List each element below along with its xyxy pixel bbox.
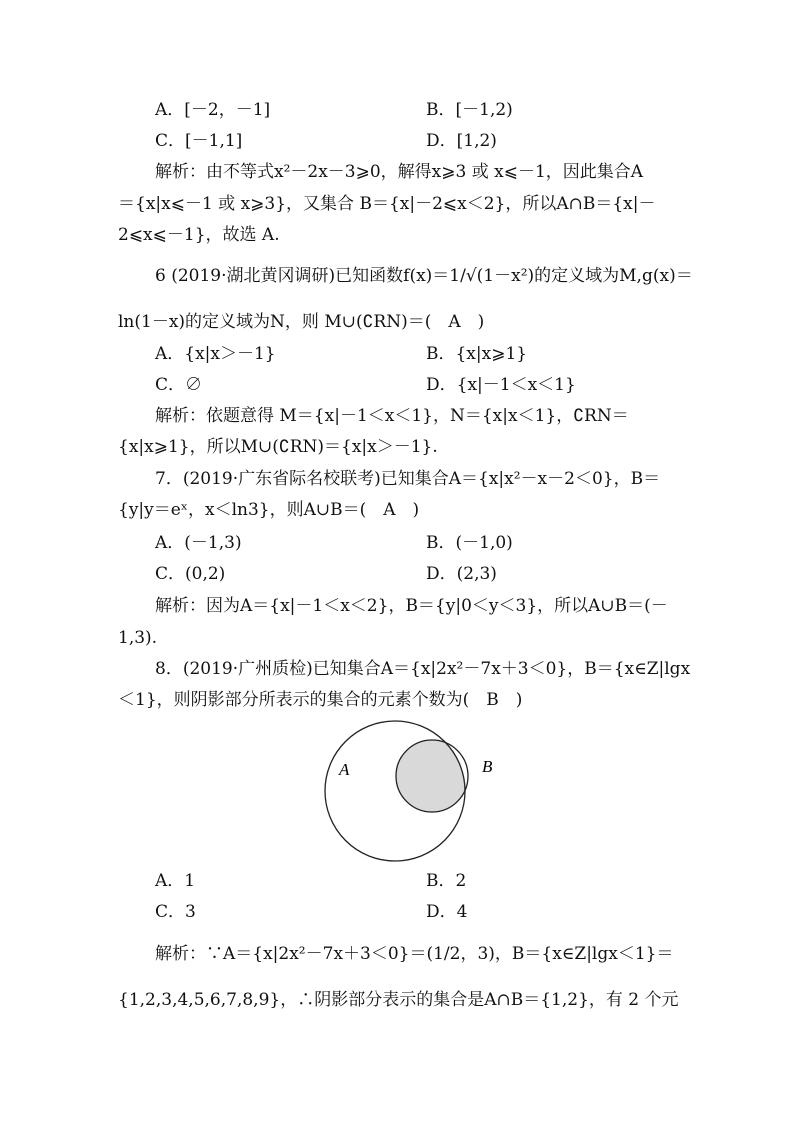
q7-option-a: A．(－1,3): [155, 533, 242, 553]
q6-option-a: A．{x|x＞－1}: [155, 344, 276, 364]
q6-stem-line-2: ln(1－x)的定义域为N，则 M∪(∁RN)＝( A ): [118, 312, 485, 332]
q5-option-d: D．[1,2): [426, 131, 497, 151]
q6-stem-line-1: 6 (2019·湖北黄冈调研)已知函数f(x)＝1/√(1－x²)的定义域为M,g(x)＝: [155, 266, 693, 286]
q6-solution-line-2: {x|x⩾1}，所以M∪(∁RN)＝{x|x＞－1}.: [118, 437, 438, 457]
q5-solution-line-2: ＝{x|x⩽－1 或 x⩾3}，又集合 B＝{x|－2⩽x＜2}，所以A∩B＝{x|－: [118, 194, 656, 214]
q7-option-d: D．(2,3): [426, 564, 497, 584]
set-a-label: A: [339, 760, 350, 779]
q5-option-b: B．[－1,2): [426, 100, 513, 120]
q7-solution-line-1: 解析：因为A＝{x|－1＜x＜2}，B＝{y|0＜y＜3}，所以A∪B＝(－: [155, 596, 668, 616]
q7-stem-line-1: 7．(2019·广东省际名校联考)已知集合A＝{x|x²－x－2＜0}，B＝: [155, 469, 661, 489]
set-b-label: B: [482, 757, 493, 776]
q6-solution-line-1: 解析：依题意得 M＝{x|－1＜x＜1}，N＝{x|x＜1}，∁RN＝: [155, 406, 629, 426]
q7-option-c: C．(0,2): [155, 564, 226, 584]
q8-solution-line-2: {1,2,3,4,5,6,7,8,9}，∴阴影部分表示的集合是A∩B＝{1,2}，有 2 个元: [118, 990, 679, 1010]
q7-solution-line-2: 1,3).: [118, 628, 158, 648]
q8-stem-line-2: ＜1}，则阴影部分所表示的集合的元素个数为( B ): [118, 690, 523, 710]
q8-option-b: B．2: [426, 871, 467, 891]
q6-option-c: C．∅: [155, 375, 203, 395]
q6-option-d: D．{x|－1＜x＜1}: [426, 375, 576, 395]
q5-option-c: C．[－1,1]: [155, 131, 243, 151]
q6-option-b: B．{x|x⩾1}: [426, 344, 528, 364]
q5-solution-line-3: 2⩽x⩽－1}，故选 A.: [118, 225, 280, 245]
venn-diagram: [322, 716, 508, 862]
q8-option-a: A．1: [155, 871, 196, 891]
q5-option-a: A．[－2，－1]: [155, 100, 271, 120]
q8-stem-line-1: 8．(2019·广州质检)已知集合A＝{x|2x²－7x＋3＜0}，B＝{x∈Z|lgx: [155, 659, 691, 679]
q7-stem-line-2: {y|y＝eˣ，x＜ln3}，则A∪B＝( A ): [118, 500, 420, 520]
q8-option-d: D．4: [426, 902, 468, 922]
q5-solution-line-1: 解析：由不等式x²－2x－3⩾0，解得x⩾3 或 x⩽－1，因此集合A: [155, 162, 644, 182]
q7-option-b: B．(－1,0): [426, 533, 513, 553]
q8-option-c: C．3: [155, 902, 196, 922]
q8-solution-line-1: 解析：∵A＝{x|2x²－7x＋3＜0}＝(1/2，3)，B＝{x∈Z|lgx＜1}＝: [155, 944, 674, 964]
